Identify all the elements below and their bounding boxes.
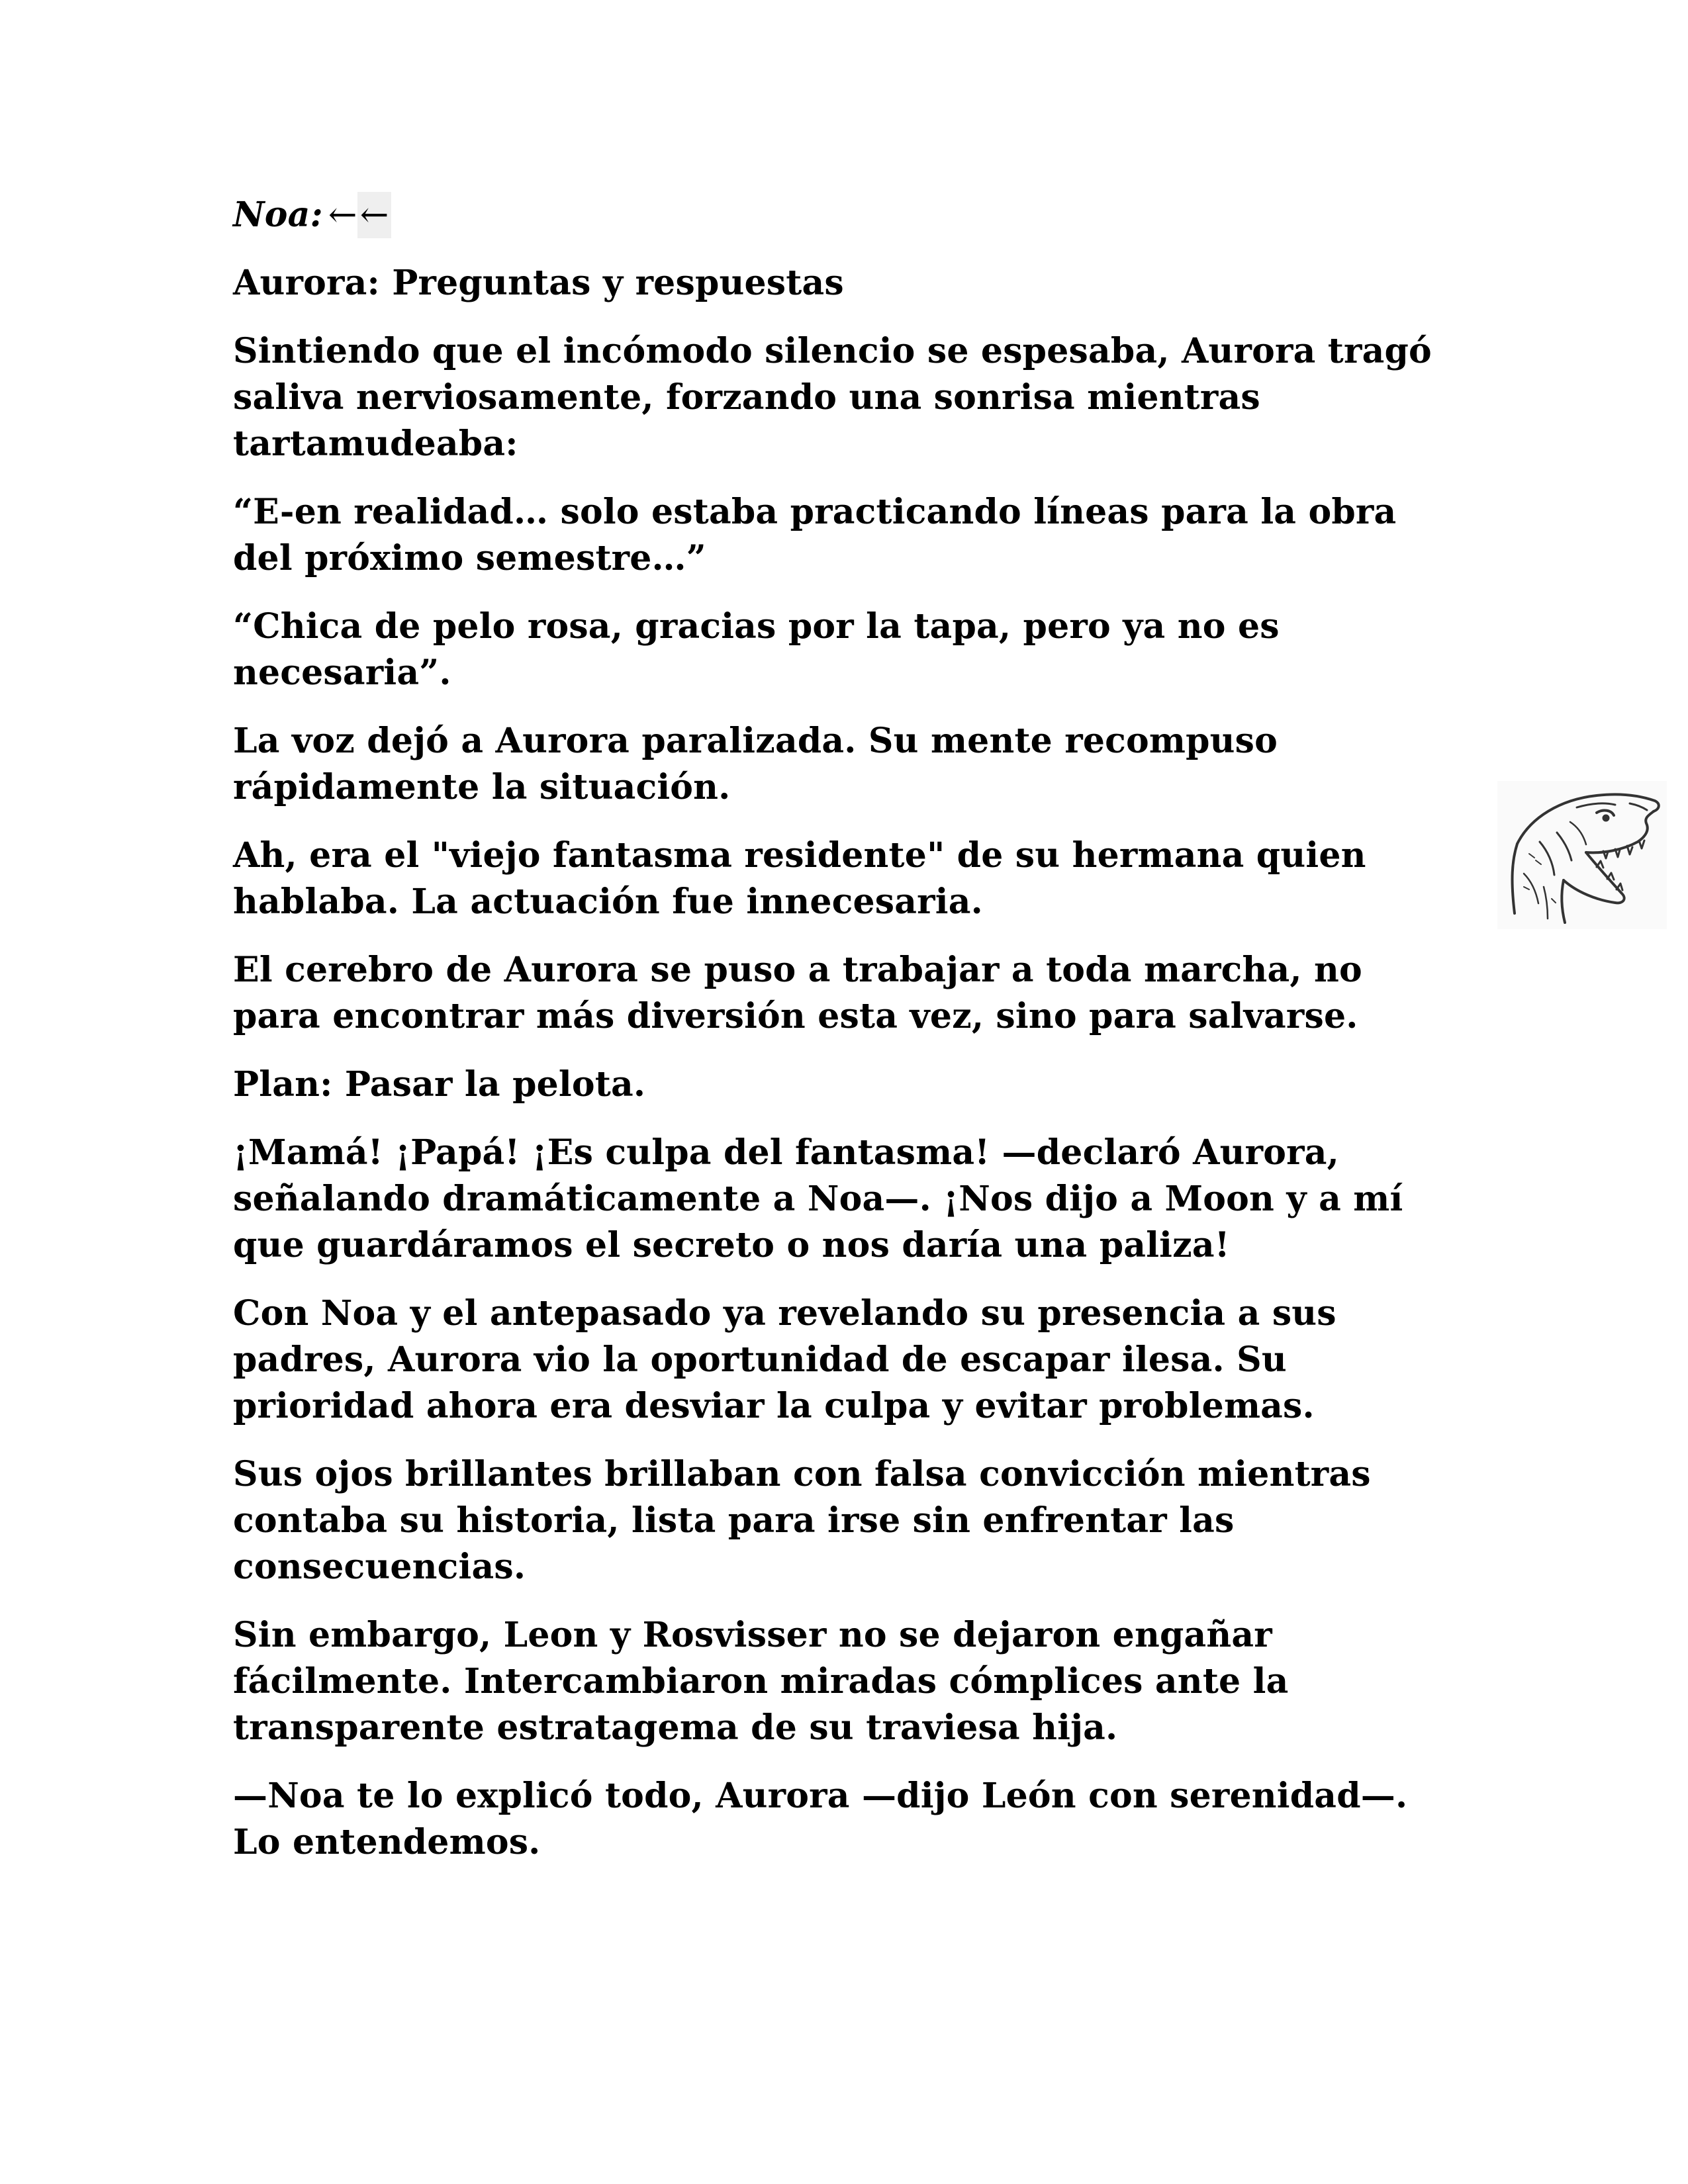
left-arrow-icon: ← xyxy=(328,195,357,235)
dinosaur-sketch-icon xyxy=(1497,781,1667,929)
paragraph: Sintiendo que el incómodo silencio se espesaba, Aurora tragó saliva nerviosamente, forzando una sonrisa mientras tartamudeaba: xyxy=(233,331,1432,464)
paragraph: Plan: Pasar la pelota. xyxy=(233,1064,646,1105)
arrow-markers xyxy=(328,192,392,238)
speaker-heading xyxy=(233,192,1451,238)
paragraph: Sus ojos brillantes brillaban con falsa convicción mientras contaba su historia, lista para irse sin enfrentar las consecuencias. xyxy=(233,1454,1371,1587)
paragraph: Sin embargo, Leon y Rosvisser no se dejaron engañar fácilmente. Intercambiaron miradas cómplices ante la transparente estratagema de su traviesa hija. xyxy=(233,1615,1289,1748)
paragraph: El cerebro de Aurora se puso a trabajar a toda marcha, no para encontrar más diversión esta vez, sino para salvarse. xyxy=(233,950,1362,1036)
paragraph: Con Noa y el antepasado ya revelando su presencia a sus padres, Aurora vio la oportunidad de escapar ilesa. Su prioridad ahora era desviar la culpa y evitar problemas. xyxy=(233,1293,1336,1426)
paragraph: ¡Mamá! ¡Papá! ¡Es culpa del fantasma! —declaró Aurora, señalando dramáticamente a Noa—. ¡Nos dijo a Moon y a mí que guardáramos el secreto o nos daría una paliza! xyxy=(233,1132,1403,1265)
paragraph: Ah, era el "viejo fantasma residente" de su hermana quien hablaba. La actuación fue innecesaria. xyxy=(233,835,1366,922)
paragraph: —Noa te lo explicó todo, Aurora —dijo León con serenidad—. Lo entendemos. xyxy=(233,1776,1408,1862)
speaker-label: Noa: xyxy=(233,195,323,235)
left-arrow-icon: ← xyxy=(357,192,392,238)
paragraph: La voz dejó a Aurora paralizada. Su mente recompuso rápidamente la situación. xyxy=(233,721,1278,807)
paragraph: “E-en realidad… solo estaba practicando líneas para la obra del próximo semestre…” xyxy=(233,492,1397,578)
document-body xyxy=(233,192,1451,1888)
paragraph: “Chica de pelo rosa, gracias por la tapa, pero ya no es necesaria”. xyxy=(233,606,1280,693)
chapter-title: Aurora: Preguntas y respuestas xyxy=(233,263,844,303)
